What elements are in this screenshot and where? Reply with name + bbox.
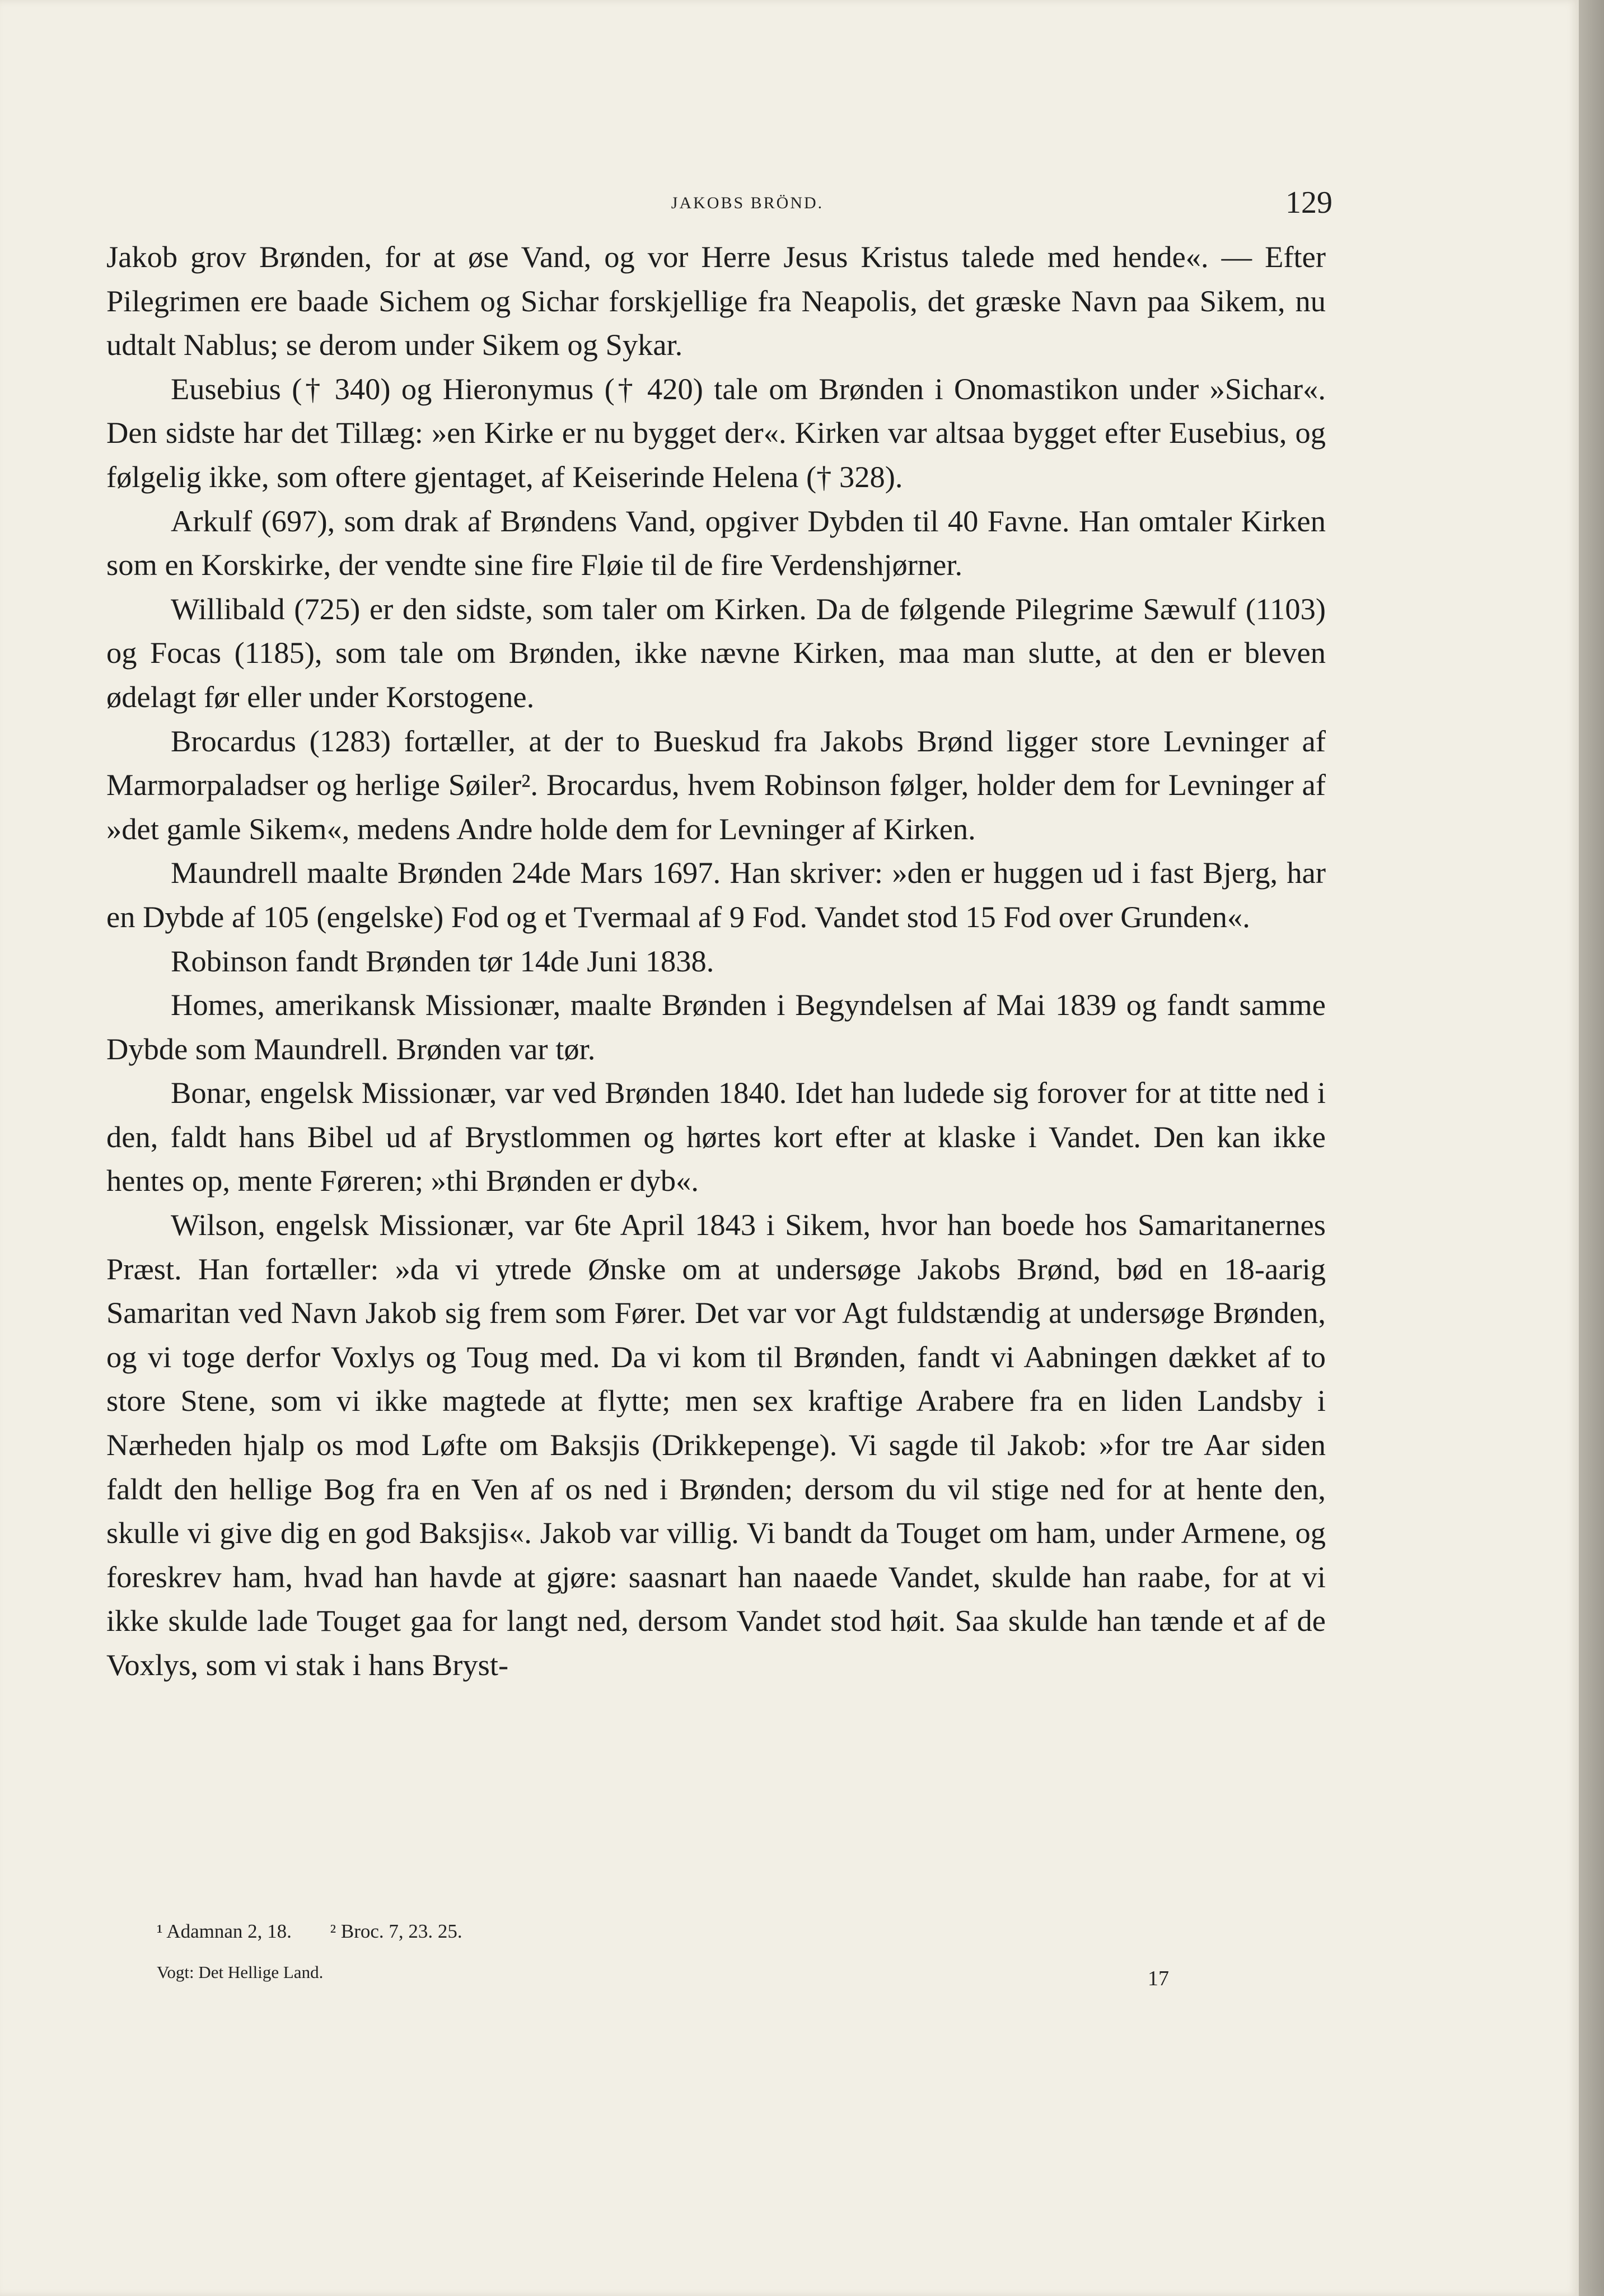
paragraph-wilson: Wilson, engelsk Missionær, var 6te April 1843 i Sikem, hvor han boede hos Samaritanernes Præst. Han fortæller: »da vi ytrede Ønske om at undersøge Jakobs Brønd, bød en 18-aarig Samaritan ved Navn Jakob sig frem som Fører. Det var vor Agt fuldstændig at undersøge Brønden, og vi toge derfor Voxlys og Toug med. Da vi kom til Brønden, fandt vi Aabningen dækket af to store Stene, som vi ikke magtede at flytte; men sex kraftige Arabere fra en liden Landsby i Nærheden hjalp os mod Løfte om Baksjis (Drikkepenge). Vi sagde til Jakob: »for tre Aar siden faldt den hellige Bog fra en Ven af os ned i Brønden; dersom du vil stige ned for at hente den, skulle vi give dig en god Baksjis«. Jakob var villig. Vi bandt da Touget om ham, under Armene, og foreskrev ham, hvad han havde at gjøre: saasnart han naaede Vandet, skulde han raabe, for at vi ikke skulde lade Touget gaa for langt ned, dersom Vandet stod høit. Saa skulde han tænde et af de Voxlys, som vi stak i hans Bryst- bbox=[106, 1208, 1326, 1682]
signature-line: Vogt: Det Hellige Land. bbox=[157, 1962, 324, 1982]
page-number: 129 bbox=[1285, 185, 1332, 220]
paragraph-brocardus: Brocardus (1283) fortæller, at der to Bueskud fra Jakobs Brønd ligger store Levninger af Marmorpaladser og herlige Søiler². Brocardus, hvem Robinson følger, holder dem for Levninger af »det gamle Sikem«, medens Andre holde dem for Levninger af Kirken. bbox=[106, 723, 1326, 846]
paragraph-bonar: Bonar, engelsk Missionær, var ved Brønden 1840. Idet han ludede sig forover for at titte ned i den, faldt hans Bibel ud af Brystlommen og hørtes kort efter at klaske i Vandet. Den kan ikke hentes op, mente Føreren; »thi Brønden er dyb«. bbox=[106, 1075, 1326, 1198]
page-edge-shadow bbox=[1579, 0, 1604, 2296]
footnote-1: ¹ Adamnan 2, 18. bbox=[157, 1920, 292, 1942]
footnotes bbox=[157, 1920, 496, 1943]
paragraph-homes: Homes, amerikansk Missionær, maalte Brønden i Begyndelsen af Mai 1839 og fandt samme Dybde som Maundrell. Brønden var tør. bbox=[106, 988, 1326, 1066]
page-header bbox=[162, 185, 1332, 230]
sheet-number: 17 bbox=[1148, 1967, 1169, 1990]
footnote-2: ² Broc. 7, 23. 25. bbox=[330, 1920, 462, 1942]
running-title: JAKOBS BRÖND. bbox=[671, 194, 824, 212]
paragraph-maundrell: Maundrell maalte Brønden 24de Mars 1697. Han skriver: »den er huggen ud i fast Bjerg, har en Dybde af 105 (engelske) Fod og et Tvermaal af 9 Fod. Vandet stod 15 Fod over Grunden«. bbox=[106, 855, 1326, 934]
paragraph-eusebius: Eusebius († 340) og Hieronymus († 420) tale om Brønden i Onomastikon under »Sichar«. Den sidste har det Tillæg: »en Kirke er nu bygget der«. Kirken var altsaa bygget efter Eusebius, og følgelig ikke, som oftere gjentaget, af Keiserinde Helena († 328). bbox=[106, 371, 1326, 494]
body-text bbox=[106, 235, 1326, 1687]
paragraph-jakob-grov: Jakob grov Brønden, for at øse Vand, og vor Herre Jesus Kristus talede med hende«. — Efter Pilegrimen ere baade Sichem og Sichar forskjellige fra Neapolis, det græske Navn paa Sikem, nu udtalt Nablus; se derom under Sikem og Sykar. bbox=[106, 240, 1326, 362]
paragraph-arkulf: Arkulf (697), som drak af Brøndens Vand, opgiver Dybden til 40 Favne. Han omtaler Kirken som en Korskirke, der vendte sine fire Fløie til de fire Verdenshjørner. bbox=[106, 503, 1326, 582]
paragraph-willibald: Willibald (725) er den sidste, som taler om Kirken. Da de følgende Pilegrime Sæwulf (1103) og Focas (1185), som tale om Brønden, ikke nævne Kirken, maa man slutte, at den er bleven ødelagt før eller under Korstogene. bbox=[106, 591, 1326, 714]
paragraph-robinson: Robinson fandt Brønden tør 14de Juni 1838. bbox=[171, 943, 714, 978]
